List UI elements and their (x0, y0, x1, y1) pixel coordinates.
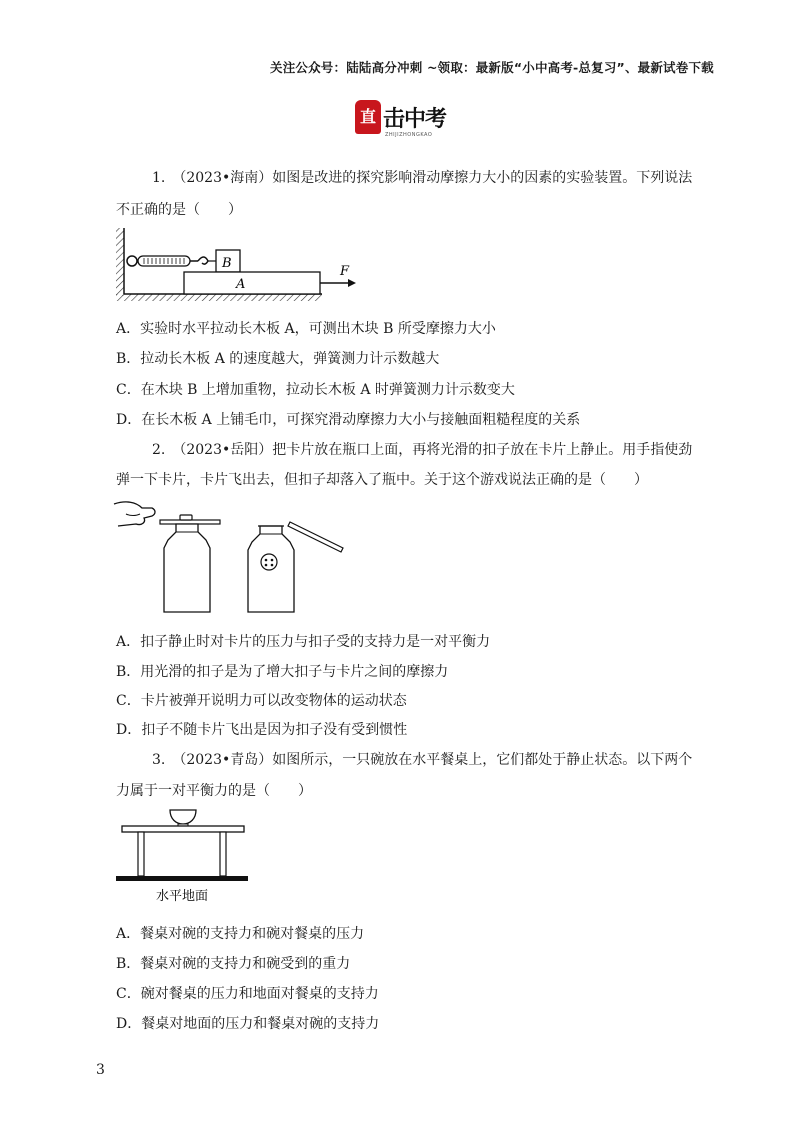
board-a-label: A (236, 277, 246, 292)
finger-crease (126, 514, 140, 516)
question-3-option-a[interactable]: A．餐桌对碗的支持力和碗对餐桌的压力 (116, 926, 365, 942)
logo-name: 击中考 (383, 106, 447, 132)
question-3-option-d[interactable]: D．餐桌对地面的压力和餐桌对碗的支持力 (116, 1016, 380, 1032)
bowl (170, 810, 196, 824)
question-1-option-a[interactable]: A．实验时水平拉动长木板 A，可测出木块 B 所受摩擦力大小 (116, 321, 496, 337)
table-leg-right (220, 832, 226, 876)
question-1-option-b[interactable]: B．拉动长木板 A 的速度越大，弹簧测力计示数越大 (116, 351, 440, 367)
bottle-card-figure (112, 496, 352, 616)
question-2-option-c[interactable]: C．卡片被弹开说明力可以改变物体的运动状态 (116, 693, 407, 709)
scale-ring (127, 256, 137, 266)
question-3-line2: 力属于一对平衡力的是（ ） (116, 783, 312, 799)
logo (355, 100, 447, 142)
flying-card (288, 522, 343, 552)
ground-bar (116, 876, 248, 881)
tabletop (122, 826, 244, 832)
ground-hatch (116, 294, 322, 301)
page-number: 3 (96, 1062, 105, 1078)
question-3-option-b[interactable]: B．餐桌对碗的支持力和碗受到的重力 (116, 956, 351, 972)
question-2-option-a[interactable]: A．扣子静止时对卡片的压力与扣子受的支持力是一对平衡力 (116, 634, 491, 650)
button-in-bottle (261, 554, 277, 570)
force-label: F (340, 264, 350, 279)
header-note: 关注公众号：陆陆高分冲刺 ~领取：最新版“小中高考-总复习”、最新试卷下载 (270, 60, 714, 75)
question-2-line2: 弹一下卡片，卡片飞出去，但扣子却落入了瓶中。关于这个游戏说法正确的是（ ） (116, 472, 648, 488)
scale-hook (198, 257, 208, 264)
button-coin (180, 515, 192, 520)
question-3-line1: 3. （2023•青岛）如图所示，一只碗放在水平餐桌上，它们都处于静止状态。以下两个 (152, 752, 693, 768)
question-1-line1: 1. （2023•海南）如图是改进的探究影响滑动摩擦力大小的因素的实验装置。下列说法 (152, 170, 693, 186)
logo-subtitle: ZHIJIZHONGKAO (385, 132, 433, 138)
friction-apparatus-figure (112, 228, 362, 304)
hand-outline (114, 502, 155, 526)
question-3-option-c[interactable]: C．碗对餐桌的压力和地面对餐桌的支持力 (116, 986, 379, 1002)
wall-hatch (116, 228, 124, 296)
question-1-line2: 不正确的是（ ） (116, 202, 242, 218)
bowl-table-figure (112, 806, 252, 908)
ground-label: 水平地面 (156, 889, 209, 904)
board-a (184, 272, 320, 294)
force-arrowhead (348, 279, 356, 287)
question-2-option-b[interactable]: B．用光滑的扣子是为了增大扣子与卡片之间的摩擦力 (116, 664, 449, 680)
block-b-label: B (222, 256, 232, 271)
table-leg-left (138, 832, 144, 876)
bottle-left (164, 524, 210, 612)
question-2-line1: 2. （2023•岳阳）把卡片放在瓶口上面，再将光滑的扣子放在卡片上静止。用手指使劲 (152, 442, 693, 458)
question-2-option-d[interactable]: D．扣子不随卡片飞出是因为扣子没有受到惯性 (116, 722, 408, 738)
logo-seal: 直 (355, 100, 381, 134)
question-1-option-c[interactable]: C．在木块 B 上增加重物，拉动长木板 A 时弹簧测力计示数变大 (116, 382, 515, 398)
question-1-option-d[interactable]: D．在长木板 A 上铺毛巾，可探究滑动摩擦力大小与接触面粗糙程度的关系 (116, 412, 581, 428)
